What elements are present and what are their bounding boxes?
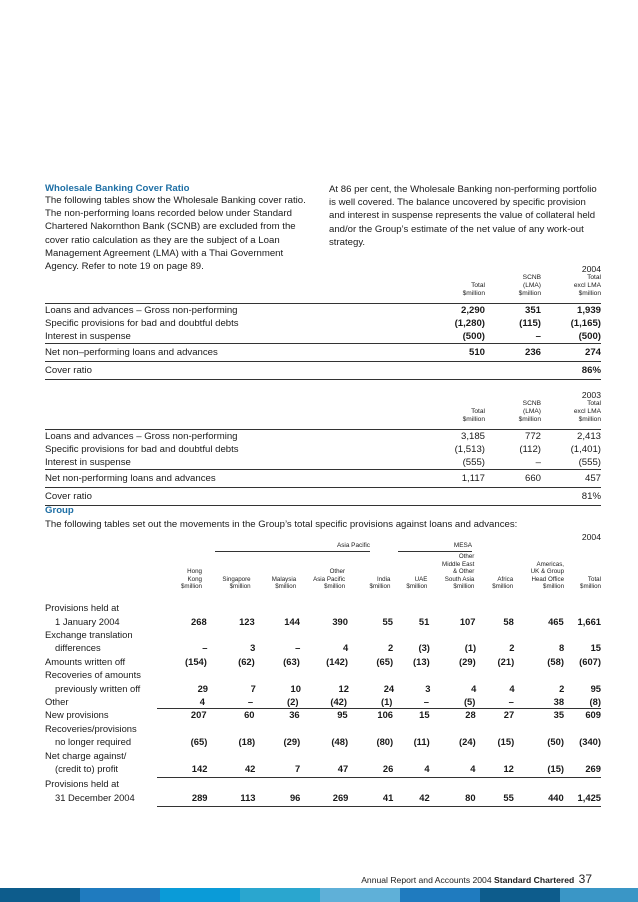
cell-value: (58) — [547, 655, 564, 667]
col-header: UAE $million — [406, 575, 428, 591]
cell-value: 465 — [548, 615, 564, 627]
cell-value: 289 — [191, 791, 208, 803]
cell-value: (48) — [331, 736, 349, 748]
cell-value: 142 — [191, 762, 208, 774]
table-row — [45, 777, 601, 804]
col-excl-lma-header: Total excl LMA $million — [573, 274, 601, 297]
subtotal-rule — [157, 708, 601, 709]
col-header: India $million — [369, 575, 391, 591]
footer-report-title: Annual Report and Accounts 2004 — [361, 875, 492, 885]
table-row — [45, 695, 601, 708]
col-header: Other Asia Pacific $million — [313, 568, 346, 591]
cell-value: 95 — [590, 682, 601, 694]
page-number: 37 — [578, 872, 592, 886]
cell-value: 15 — [590, 642, 601, 654]
col-header: Total $million — [580, 575, 601, 591]
col-total-header: Total $million — [462, 282, 485, 297]
cell-value: 609 — [585, 709, 601, 721]
cell-value: – — [247, 695, 254, 707]
row-label: Exchange translation — [45, 628, 133, 640]
cell-value: 1,425 — [577, 791, 601, 803]
cell-value: (11) — [413, 736, 430, 748]
cell-value: 4 — [424, 762, 430, 774]
footer-bar-segment — [400, 888, 480, 902]
cell-value: 107 — [459, 615, 476, 627]
cell-value: 26 — [382, 762, 394, 774]
cell-value: 95 — [337, 709, 348, 721]
cell-value: (8) — [589, 695, 601, 707]
table-row: Specific provisions for bad and doubtful debts (1,513) (112) (1,401) — [45, 444, 601, 455]
cell-value: 7 — [250, 682, 256, 694]
cell-value: (65) — [376, 655, 394, 667]
cell-value: 36 — [289, 709, 300, 721]
footer-brand: Standard Chartered — [494, 875, 575, 885]
cell-value: 55 — [503, 791, 514, 803]
cell-value: 10 — [290, 682, 301, 694]
cell-value: 7 — [295, 762, 301, 774]
cell-value: 4 — [199, 695, 205, 707]
table-row — [45, 668, 601, 695]
table-row: Loans and advances – Gross non-performing 2,290 351 1,939 — [45, 305, 601, 316]
group-heading: Group — [45, 505, 74, 516]
cell-value: 144 — [284, 615, 300, 627]
cell-value: (62) — [238, 655, 255, 667]
row-label: differences — [55, 642, 101, 654]
row-label: 31 December 2004 — [55, 791, 135, 803]
col-scnb-header: SCNB (LMA) $million — [518, 274, 541, 297]
footer-bar-segment — [0, 888, 80, 902]
col-excl-lma-header: Total excl LMA $million — [573, 400, 601, 423]
cell-value: 2 — [387, 642, 394, 654]
net-row: Net non-performing loans and advances 1,117 660 457 — [45, 470, 601, 488]
cell-value: (21) — [497, 655, 515, 667]
footer — [361, 872, 592, 886]
cell-value: 41 — [382, 791, 394, 803]
cell-value: (3) — [418, 642, 430, 654]
cell-value: 268 — [191, 615, 207, 627]
row-label: Net charge against/ — [45, 749, 127, 761]
footer-bar-segment — [560, 888, 638, 902]
cell-value: 28 — [465, 709, 476, 721]
col-header: Malaysia $million — [271, 575, 297, 591]
cell-value: 12 — [338, 682, 349, 694]
col-header: Africa $million — [492, 575, 514, 591]
cell-value: 390 — [332, 615, 348, 627]
cell-value: 8 — [559, 642, 565, 654]
group-provisions-table — [45, 553, 601, 595]
cell-value: 58 — [503, 615, 514, 627]
row-label: Other — [45, 695, 69, 707]
cell-value: 2 — [559, 682, 565, 694]
col-header: Americas, UK & Group Head Office $million — [530, 560, 565, 591]
cell-value: 4 — [471, 682, 477, 694]
row-label: Provisions held at — [45, 778, 119, 790]
cell-value: (65) — [190, 736, 208, 748]
cell-value: 38 — [553, 695, 565, 707]
cell-value: 96 — [289, 791, 301, 803]
cell-value: 12 — [503, 762, 514, 774]
cell-value: 47 — [337, 762, 349, 774]
row-label: New provisions — [45, 709, 109, 721]
table-row — [45, 748, 601, 775]
cell-value: (5) — [463, 695, 476, 707]
cell-value: – — [508, 695, 514, 707]
cell-value: (340) — [579, 736, 601, 748]
cell-value: – — [202, 642, 208, 654]
wholesale-right-text: At 86 per cent, the Wholesale Banking non-performing portfolio is well covered. The balance uncovered by specific provision and interest in suspense represents the value of collateral held and/or the Group’s estimate of the net value of any work-out strategy. — [329, 184, 597, 248]
cell-value: – — [423, 695, 429, 707]
cell-value: 207 — [190, 709, 207, 721]
footer-bar-segment — [240, 888, 320, 902]
cell-value: 440 — [548, 791, 564, 803]
region-mesa: MESA — [453, 542, 472, 549]
cell-value: (29) — [459, 655, 476, 667]
cell-value: (63) — [283, 655, 300, 667]
row-label: previously written off — [55, 682, 141, 694]
table-row: Interest in suspense (500) – (500) — [45, 331, 601, 342]
group-intro: The following tables set out the movements in the Group’s total specific provisions against loans and advances: — [45, 519, 518, 530]
wholesale-heading: Wholesale Banking Cover Ratio — [45, 183, 190, 194]
cell-value: 4 — [509, 682, 515, 694]
cell-value: 80 — [465, 791, 476, 803]
col-header: Singapore $million — [222, 575, 251, 591]
subtotal-rule — [157, 777, 601, 778]
cell-value: (142) — [326, 655, 349, 667]
total-rule — [157, 806, 601, 807]
cell-value: 42 — [419, 791, 430, 803]
cell-value: (24) — [459, 736, 476, 748]
footer-bar-segment — [320, 888, 400, 902]
group-header-row — [45, 553, 601, 591]
col-scnb-header: SCNB (LMA) $million — [518, 400, 541, 423]
col-header: Hong Kong $million — [180, 568, 202, 591]
table-row — [45, 628, 601, 655]
cell-value: 1,661 — [577, 615, 601, 627]
cell-value: (80) — [376, 736, 394, 748]
cell-value: 106 — [377, 709, 394, 721]
cell-value: (50) — [547, 736, 564, 748]
cell-value: (2) — [287, 695, 299, 707]
cell-value: (1) — [380, 695, 393, 707]
cell-value: (607) — [579, 655, 601, 667]
table-year: 2003 — [581, 389, 601, 400]
cell-value: (15) — [497, 736, 515, 748]
cell-value: 42 — [244, 762, 256, 774]
row-label: Recoveries of amounts — [45, 669, 141, 681]
footer-bar-segment — [160, 888, 240, 902]
cell-value: 55 — [382, 615, 393, 627]
row-label: 1 January 2004 — [55, 615, 120, 627]
table-row: Interest in suspense (555) – (555) — [45, 457, 601, 468]
net-row: Net non–performing loans and advances 510 236 274 — [45, 344, 601, 362]
cell-value: (18) — [238, 736, 256, 748]
region-asia-pacific: Asia Pacific — [336, 542, 370, 549]
cell-value: 35 — [553, 709, 565, 721]
cell-value: 60 — [244, 709, 255, 721]
table-year: 2004 — [581, 263, 601, 274]
cell-value: 3 — [425, 682, 431, 694]
row-label: Provisions held at — [45, 602, 119, 614]
cover-ratio-table-2003 — [45, 389, 601, 506]
cell-value: 123 — [239, 615, 255, 627]
cell-value: 27 — [503, 709, 515, 721]
cell-value: 269 — [585, 762, 601, 774]
wholesale-left-text: The following tables show the Wholesale Banking cover ratio. The non-performing loans recorded below under Standard Chartered Nakornthon Bank (SCNB) are excluded from the cover ratio calculation as they are the subject of a Loan Management Agreement (LMA) with a Thai Government Agency. Refer to note 19 on page 89. — [45, 195, 306, 273]
group-year: 2004 — [581, 532, 601, 542]
footer-bar-segment — [80, 888, 160, 902]
row-label: Recoveries/provisions — [45, 722, 137, 734]
cell-value: 3 — [250, 642, 256, 654]
table-row — [45, 708, 601, 721]
cell-value: (1) — [464, 642, 477, 654]
table-row: Loans and advances – Gross non-performing 3,185 772 2,413 — [45, 431, 601, 442]
cell-value: 15 — [419, 709, 430, 721]
cell-value: 113 — [240, 791, 256, 803]
cell-value: 4 — [342, 642, 349, 654]
table-row — [45, 601, 601, 628]
cover-ratio-table-2004 — [45, 263, 601, 380]
intro-left — [45, 183, 313, 273]
cell-value: (15) — [547, 762, 565, 774]
cell-value: 51 — [418, 615, 430, 627]
footer-bar-segment — [480, 888, 560, 902]
col-header: Other Middle East & Other South Asia $million — [442, 553, 475, 591]
row-label: no longer required — [55, 736, 132, 748]
table-row — [45, 722, 601, 749]
cell-value: 269 — [332, 791, 349, 803]
cell-value: – — [295, 642, 301, 654]
row-label: Amounts written off — [45, 655, 126, 667]
cell-value: 2 — [509, 642, 515, 654]
cover-ratio-row: Cover ratio 81% — [45, 488, 601, 506]
region-mesa-rule — [398, 551, 472, 552]
cell-value: 29 — [197, 682, 209, 694]
cover-ratio-row: Cover ratio 86% — [45, 362, 601, 380]
table-row — [45, 655, 601, 668]
table-row: Specific provisions for bad and doubtful debts (1,280) (115) (1,165) — [45, 318, 601, 329]
col-total-header: Total $million — [462, 408, 485, 423]
cell-value: (42) — [330, 695, 347, 707]
region-asia-rule — [215, 551, 370, 552]
cell-value: (13) — [413, 655, 430, 667]
cell-value: (29) — [283, 736, 301, 748]
row-label: (credit to) profit — [55, 762, 119, 774]
cell-value: 24 — [383, 682, 395, 694]
cell-value: 4 — [470, 762, 476, 774]
cell-value: (154) — [185, 655, 207, 667]
